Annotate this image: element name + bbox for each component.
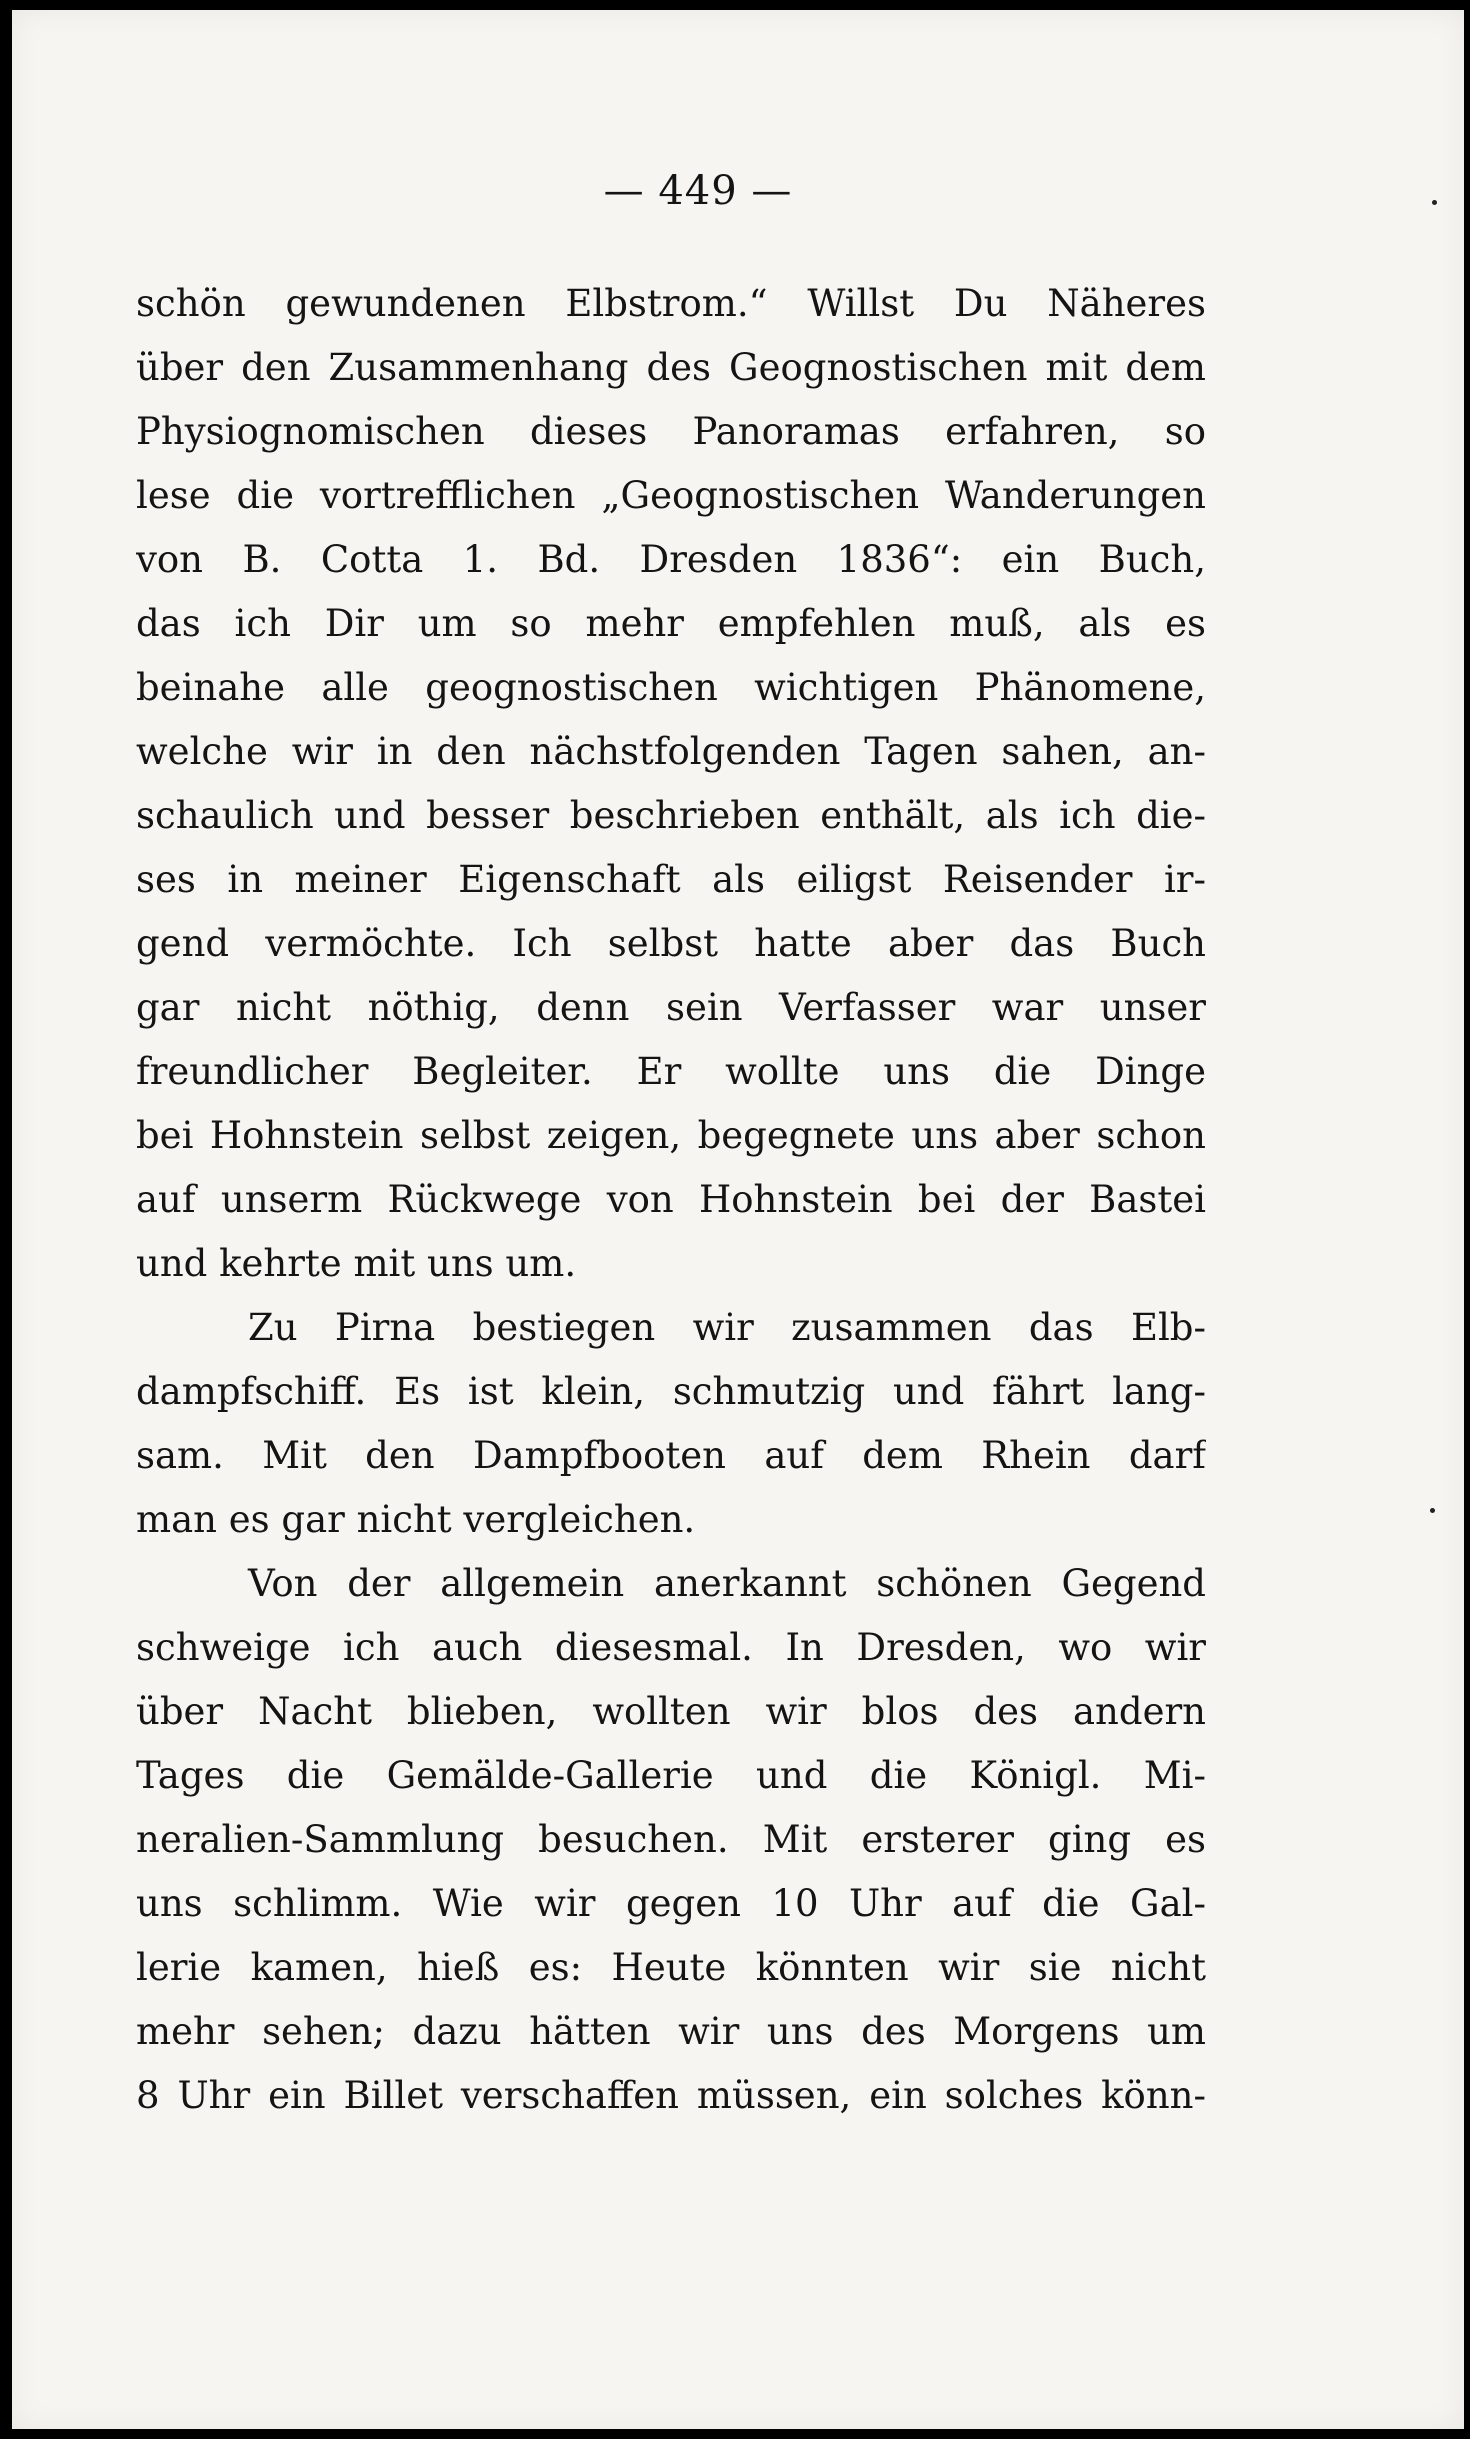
paragraph-3 [136,1552,1206,2128]
text-line: welche wir in den nächstfolgenden Tagen sahen, an- [136,730,1206,773]
text-line: ses in meiner Eigenschaft als eiligst Reisender ir- [136,858,1206,901]
text-line: 8 Uhr ein Billet verschaffen müssen, ein solches könn- [136,2074,1206,2117]
paragraph-2 [136,1296,1206,1552]
body-text [136,272,1206,2128]
text-line: lese die vortrefflichen „Geognostischen Wanderungen [136,474,1206,517]
text-line: das ich Dir um so mehr empfehlen muß, als es [136,602,1206,645]
text-line: Zu Pirna bestiegen wir zusammen das Elb- [248,1306,1206,1349]
text-line: über Nacht blieben, wollten wir blos des andern [136,1690,1206,1733]
paragraph-1 [136,272,1206,1296]
page-number: — 449 — [603,168,793,214]
text-line: lerie kamen, hieß es: Heute könnten wir sie nicht [136,1946,1206,1989]
text-line: gar nicht nöthig, denn sein Verfasser war unser [136,986,1206,1029]
text-line: Tages die Gemälde-Gallerie und die Königl. Mi- [136,1754,1206,1797]
text-line: Physiognomischen dieses Panoramas erfahren, so [136,410,1206,453]
text-line: schweige ich auch diesesmal. In Dresden, wo wir [136,1626,1206,1669]
text-line: freundlicher Begleiter. Er wollte uns die Dinge [136,1050,1206,1093]
text-line: uns schlimm. Wie wir gegen 10 Uhr auf die Gal- [136,1882,1206,1925]
text-line: von B. Cotta 1. Bd. Dresden 1836“: ein Buch, [136,538,1206,581]
scan-speck [1432,200,1437,205]
book-page [12,10,1464,2429]
text-line: gend vermöchte. Ich selbst hatte aber das Buch [136,922,1206,965]
text-line: beinahe alle geognostischen wichtigen Phänomene, [136,666,1206,709]
scan-left-edge [0,0,12,2439]
text-line: über den Zusammenhang des Geognostischen mit dem [136,346,1206,389]
text-line: sam. Mit den Dampfbooten auf dem Rhein darf [136,1434,1206,1477]
text-line: bei Hohnstein selbst zeigen, begegnete uns aber schon [136,1114,1206,1157]
text-line: schön gewundenen Elbstrom.“ Willst Du Näheres [136,282,1206,325]
text-line: man es gar nicht vergleichen. [136,1498,696,1541]
text-line: auf unserm Rückwege von Hohnstein bei der Bastei [136,1178,1206,1221]
text-line: Von der allgemein anerkannt schönen Gegend [248,1562,1206,1605]
text-line: und kehrte mit uns um. [136,1242,577,1285]
text-line: schaulich und besser beschrieben enthält, als ich die- [136,794,1206,837]
scan-speck [1430,1508,1435,1513]
text-line: neralien-Sammlung besuchen. Mit ersterer ging es [136,1818,1206,1861]
text-line: mehr sehen; dazu hätten wir uns des Morgens um [136,2010,1206,2053]
text-line: dampfschiff. Es ist klein, schmutzig und fährt lang- [136,1370,1206,1413]
